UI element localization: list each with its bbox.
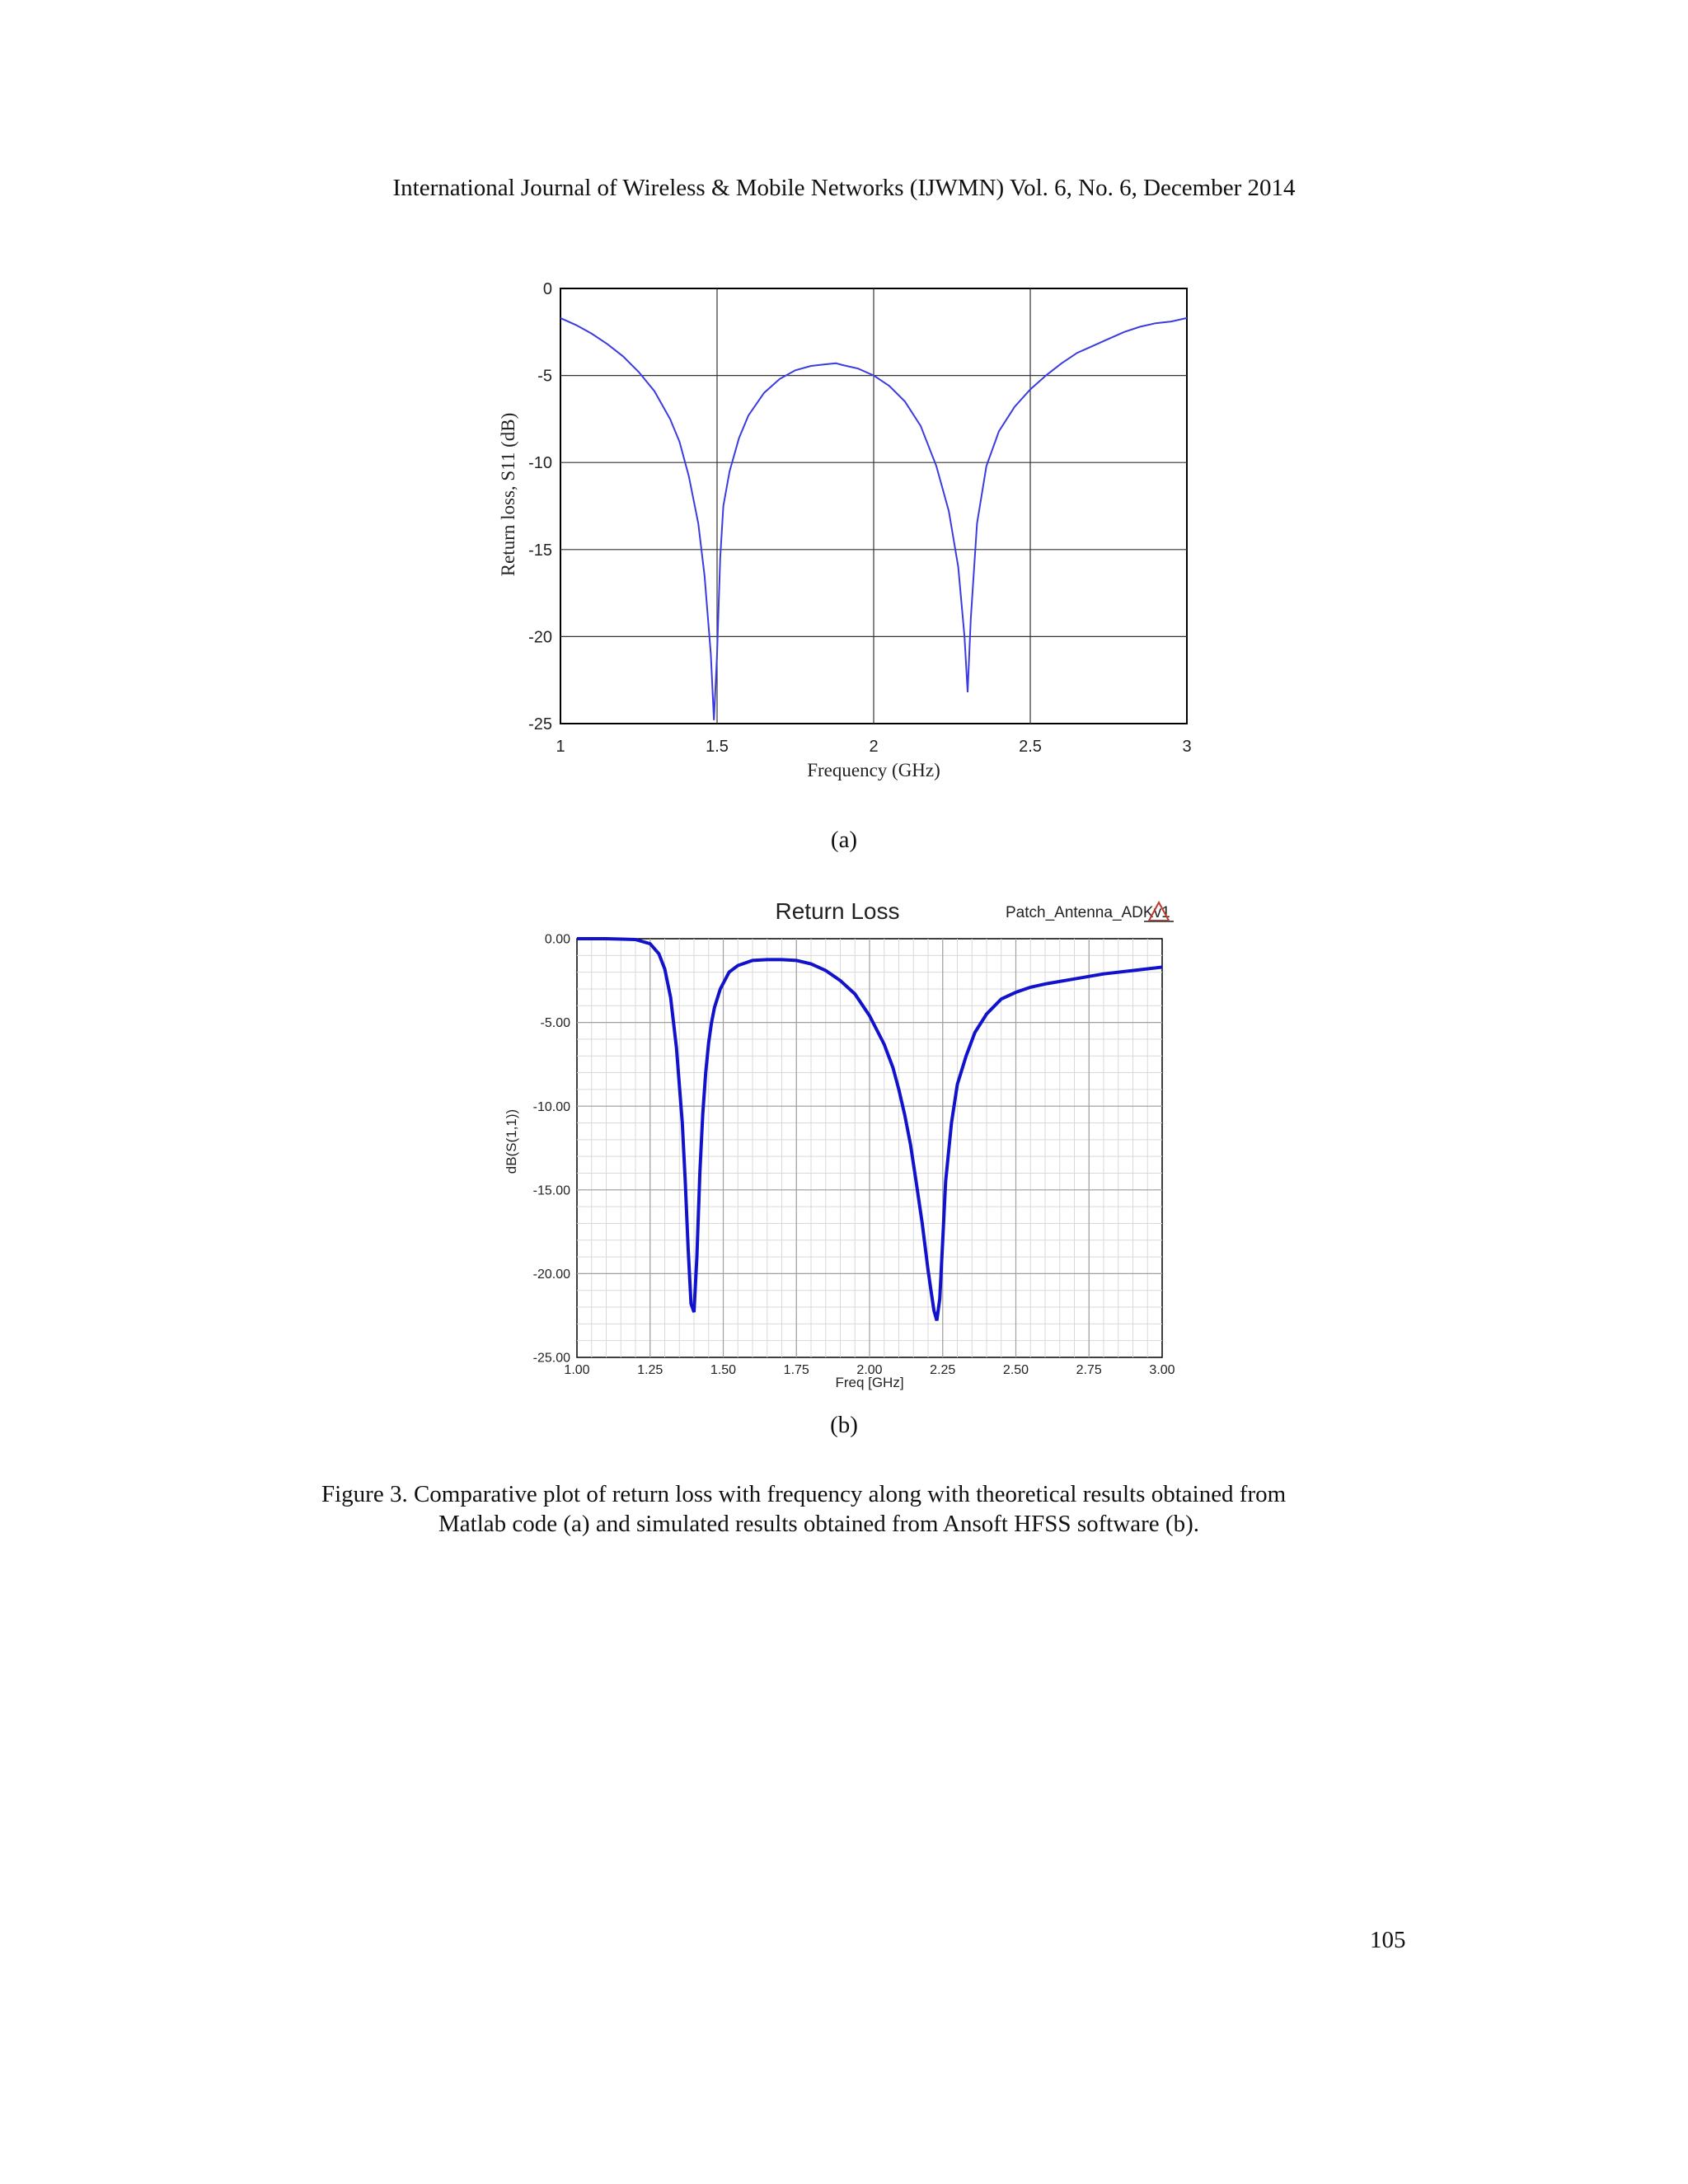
y-tick-label: -5.00 bbox=[540, 1016, 570, 1031]
x-tick-label: 2.50 bbox=[1002, 1363, 1029, 1377]
y-tick-label: -20.00 bbox=[532, 1268, 570, 1282]
subfigure-a-label: (a) bbox=[830, 827, 858, 853]
y-tick-label: -25.00 bbox=[532, 1351, 570, 1366]
y-tick-label: 0 bbox=[542, 280, 552, 298]
x-tick-label: 2.25 bbox=[930, 1363, 956, 1377]
plot-a-xticks bbox=[556, 738, 1191, 756]
running-header: International Journal of Wireless & Mobile Networks (IJWMN) Vol. 6, No. 6, December 2014 bbox=[392, 175, 1296, 201]
x-tick-label: 2.75 bbox=[1076, 1363, 1102, 1377]
figure-caption-line-2: Matlab code (a) and simulated results obtained from Ansoft HFSS software (b). bbox=[438, 1511, 1199, 1537]
x-tick-label: 1.00 bbox=[564, 1363, 590, 1377]
plot-b-title: Return Loss bbox=[775, 898, 900, 924]
x-tick-label: 2 bbox=[869, 738, 879, 756]
x-tick-label: 2.00 bbox=[856, 1363, 883, 1377]
x-tick-label: 2.5 bbox=[1019, 738, 1042, 756]
figure-a-plot bbox=[462, 264, 1253, 791]
y-tick-label: -5 bbox=[537, 367, 552, 386]
y-tick-label: -10 bbox=[528, 454, 552, 473]
y-tick-label: -10.00 bbox=[532, 1099, 570, 1114]
x-tick-label: 1 bbox=[556, 738, 565, 756]
y-tick-label: -20 bbox=[528, 628, 552, 647]
x-tick-label: 3 bbox=[1182, 738, 1192, 756]
x-tick-label: 1.50 bbox=[710, 1363, 737, 1377]
y-tick-label: -15 bbox=[528, 541, 552, 560]
plot-b-ylabel: dB(S(1,1)) bbox=[504, 1108, 519, 1174]
plot-b-xlabel: Freq [GHz] bbox=[835, 1375, 904, 1390]
plot-b-legend: Patch_Antenna_ADKv1 bbox=[1006, 904, 1170, 921]
x-tick-label: 1.5 bbox=[706, 738, 729, 756]
page-number: 105 bbox=[1370, 1927, 1406, 1953]
figure-caption-line-1: Figure 3. Comparative plot of return loss with frequency along with theoretical results obtained from bbox=[321, 1481, 1287, 1507]
x-tick-label: 1.75 bbox=[783, 1363, 809, 1377]
y-tick-label: 0.00 bbox=[544, 932, 570, 947]
y-tick-label: -25 bbox=[528, 715, 552, 733]
plot-a-xlabel: Frequency (GHz) bbox=[807, 760, 940, 780]
figure-b-plot bbox=[486, 894, 1195, 1405]
plot-b-yticks bbox=[533, 933, 570, 1366]
plot-a-yticks bbox=[528, 280, 552, 733]
figure-caption bbox=[321, 1479, 1385, 1539]
x-tick-label: 3.00 bbox=[1149, 1363, 1175, 1377]
y-tick-label: -15.00 bbox=[532, 1183, 570, 1198]
subfigure-b-label: (b) bbox=[830, 1412, 858, 1438]
x-tick-label: 1.25 bbox=[637, 1363, 663, 1377]
plot-b-grid bbox=[577, 939, 1162, 1357]
plot-a-ylabel: Return loss, S11 (dB) bbox=[498, 412, 518, 577]
